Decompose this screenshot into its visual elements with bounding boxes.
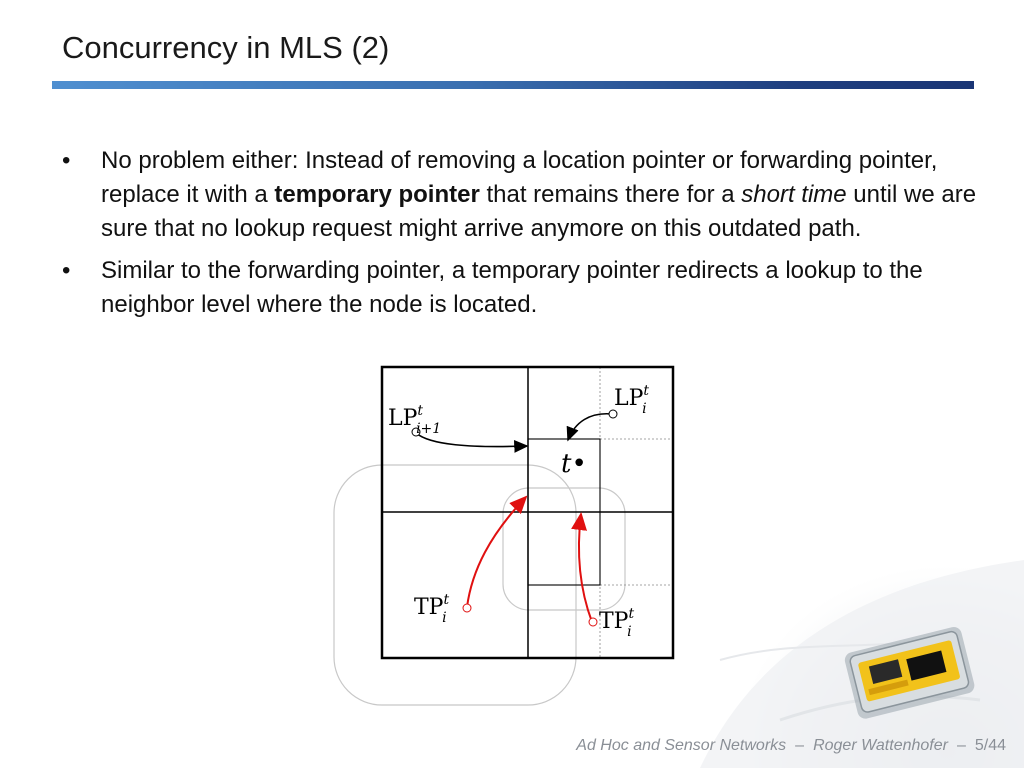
footer-separator: – [795, 737, 805, 754]
location-pointer-origin-lower [609, 410, 617, 418]
temporary-pointer-arrow-right [579, 514, 592, 622]
temporary-pointer-arrow-left [467, 497, 526, 607]
footer-page-number: 5/44 [974, 737, 1006, 754]
bullet-text-bold: temporary pointer [274, 181, 480, 208]
footer-separator: – [956, 737, 966, 754]
location-pointer-arrow-lower [568, 414, 612, 440]
footer-course: Ad Hoc and Sensor Networks [576, 737, 787, 754]
label-tp-left: $TP^t$ i [414, 592, 450, 626]
bullet-text-segment: Similar to the forwarding pointer, a temporary pointer redirects a lookup to the neighbor level where the node is located. [101, 257, 923, 318]
bullet-marker: • [62, 147, 71, 174]
footer-author: Roger Wattenhofer [813, 737, 948, 754]
label-lp-i: $LP^t$ i [614, 383, 650, 417]
bullet-marker: • [62, 257, 71, 284]
bullet-text-italic: short time [741, 181, 847, 208]
label-node-t: t• [561, 449, 587, 479]
bullet-text-segment: until we are sure that no lookup request might arrive anymore on this outdated path. [101, 181, 977, 242]
bullet-text-segment: that remains there for a [479, 181, 742, 208]
slide-footer [576, 737, 1006, 755]
region-outline-small [503, 488, 625, 610]
temporary-pointer-origin-left [463, 604, 471, 612]
label-lp-i-plus-1: $LP^t$ i+1 [388, 403, 442, 437]
bullet-text-segment: No problem either: Instead of removing a location pointer or forwarding pointer, replace it with a [101, 147, 938, 208]
label-tp-right: $TP^t$ i [599, 606, 635, 640]
slide-title: Concurrency in MLS (2) [62, 30, 390, 65]
temporary-pointer-origin-right [589, 618, 597, 626]
